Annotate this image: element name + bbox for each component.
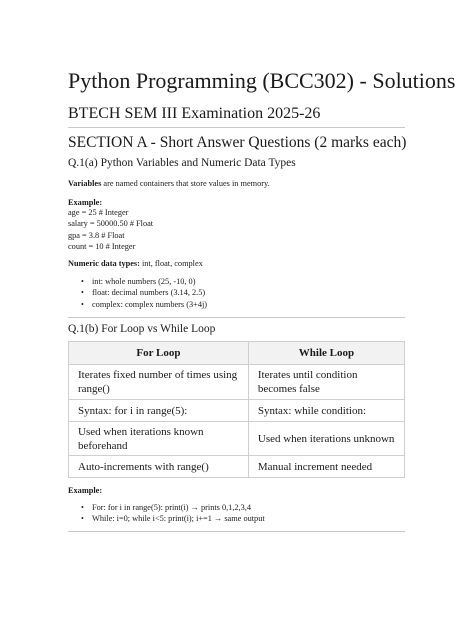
q1b-example-label-text: Example: xyxy=(68,486,103,495)
divider xyxy=(68,127,405,128)
numeric-types-text: int, float, complex xyxy=(139,259,203,268)
code-line: gpa = 3.8 # Float xyxy=(68,230,125,240)
table-cell: Manual increment needed xyxy=(248,456,404,478)
list-item: • int: whole numbers (25, -10, 0) xyxy=(92,276,207,287)
variables-definition-text: are named containers that store values in memory. xyxy=(101,179,270,188)
document-subtitle: BTECH SEM III Examination 2025-26 xyxy=(68,105,321,122)
numeric-types-line xyxy=(68,258,203,269)
loop-example-list xyxy=(68,502,265,525)
table-header-cell: For Loop xyxy=(69,342,249,365)
list-item: • For: for i in range(5): print(i) → prints 0,1,2,3,4 xyxy=(92,502,265,513)
code-line: salary = 50000.50 # Float xyxy=(68,219,154,229)
table-header-row xyxy=(69,342,405,365)
variables-definition xyxy=(68,178,270,189)
loop-comparison-table xyxy=(68,341,405,478)
table-cell: Iterates fixed number of times using range() xyxy=(69,365,249,400)
table-cell: Used when iterations unknown xyxy=(248,422,404,456)
table-cell: Iterates until condition becomes false xyxy=(248,365,404,400)
variables-term: Variables xyxy=(68,179,102,188)
table-row xyxy=(69,400,405,422)
q1a-code-block xyxy=(68,207,153,253)
list-item: • complex: complex numbers (3+4j) xyxy=(92,299,207,310)
document-title: Python Programming (BCC302) - Solutions xyxy=(68,68,456,93)
q1b-example-label xyxy=(68,485,102,496)
code-line: age = 25 # Integer xyxy=(68,208,129,217)
section-a-title: SECTION A - Short Answer Questions (2 marks each) xyxy=(68,134,407,151)
list-item: • float: decimal numbers (3.14, 2.5) xyxy=(92,287,207,298)
table-cell: Syntax: for i in range(5): xyxy=(69,400,249,422)
q1a-example-label-text: Example: xyxy=(68,198,103,207)
table-cell: Auto-increments with range() xyxy=(69,456,249,478)
code-line: count = 10 # Integer xyxy=(68,242,136,252)
list-item: • While: i=0; while i<5: print(i); i+=1 → same output xyxy=(92,513,265,524)
divider xyxy=(68,317,405,318)
table-cell: Syntax: while condition: xyxy=(248,400,404,422)
table-header-cell: While Loop xyxy=(248,342,404,365)
q1a-title: Q.1(a) Python Variables and Numeric Data Types xyxy=(68,157,296,169)
numeric-types-list xyxy=(68,276,207,310)
table-row xyxy=(69,456,405,478)
table-cell: Used when iterations known beforehand xyxy=(69,422,249,456)
divider xyxy=(68,531,405,532)
table-row xyxy=(69,365,405,400)
table-row xyxy=(69,422,405,456)
q1b-title: Q.1(b) For Loop vs While Loop xyxy=(68,323,216,335)
numeric-types-label: Numeric data types: xyxy=(68,259,140,268)
